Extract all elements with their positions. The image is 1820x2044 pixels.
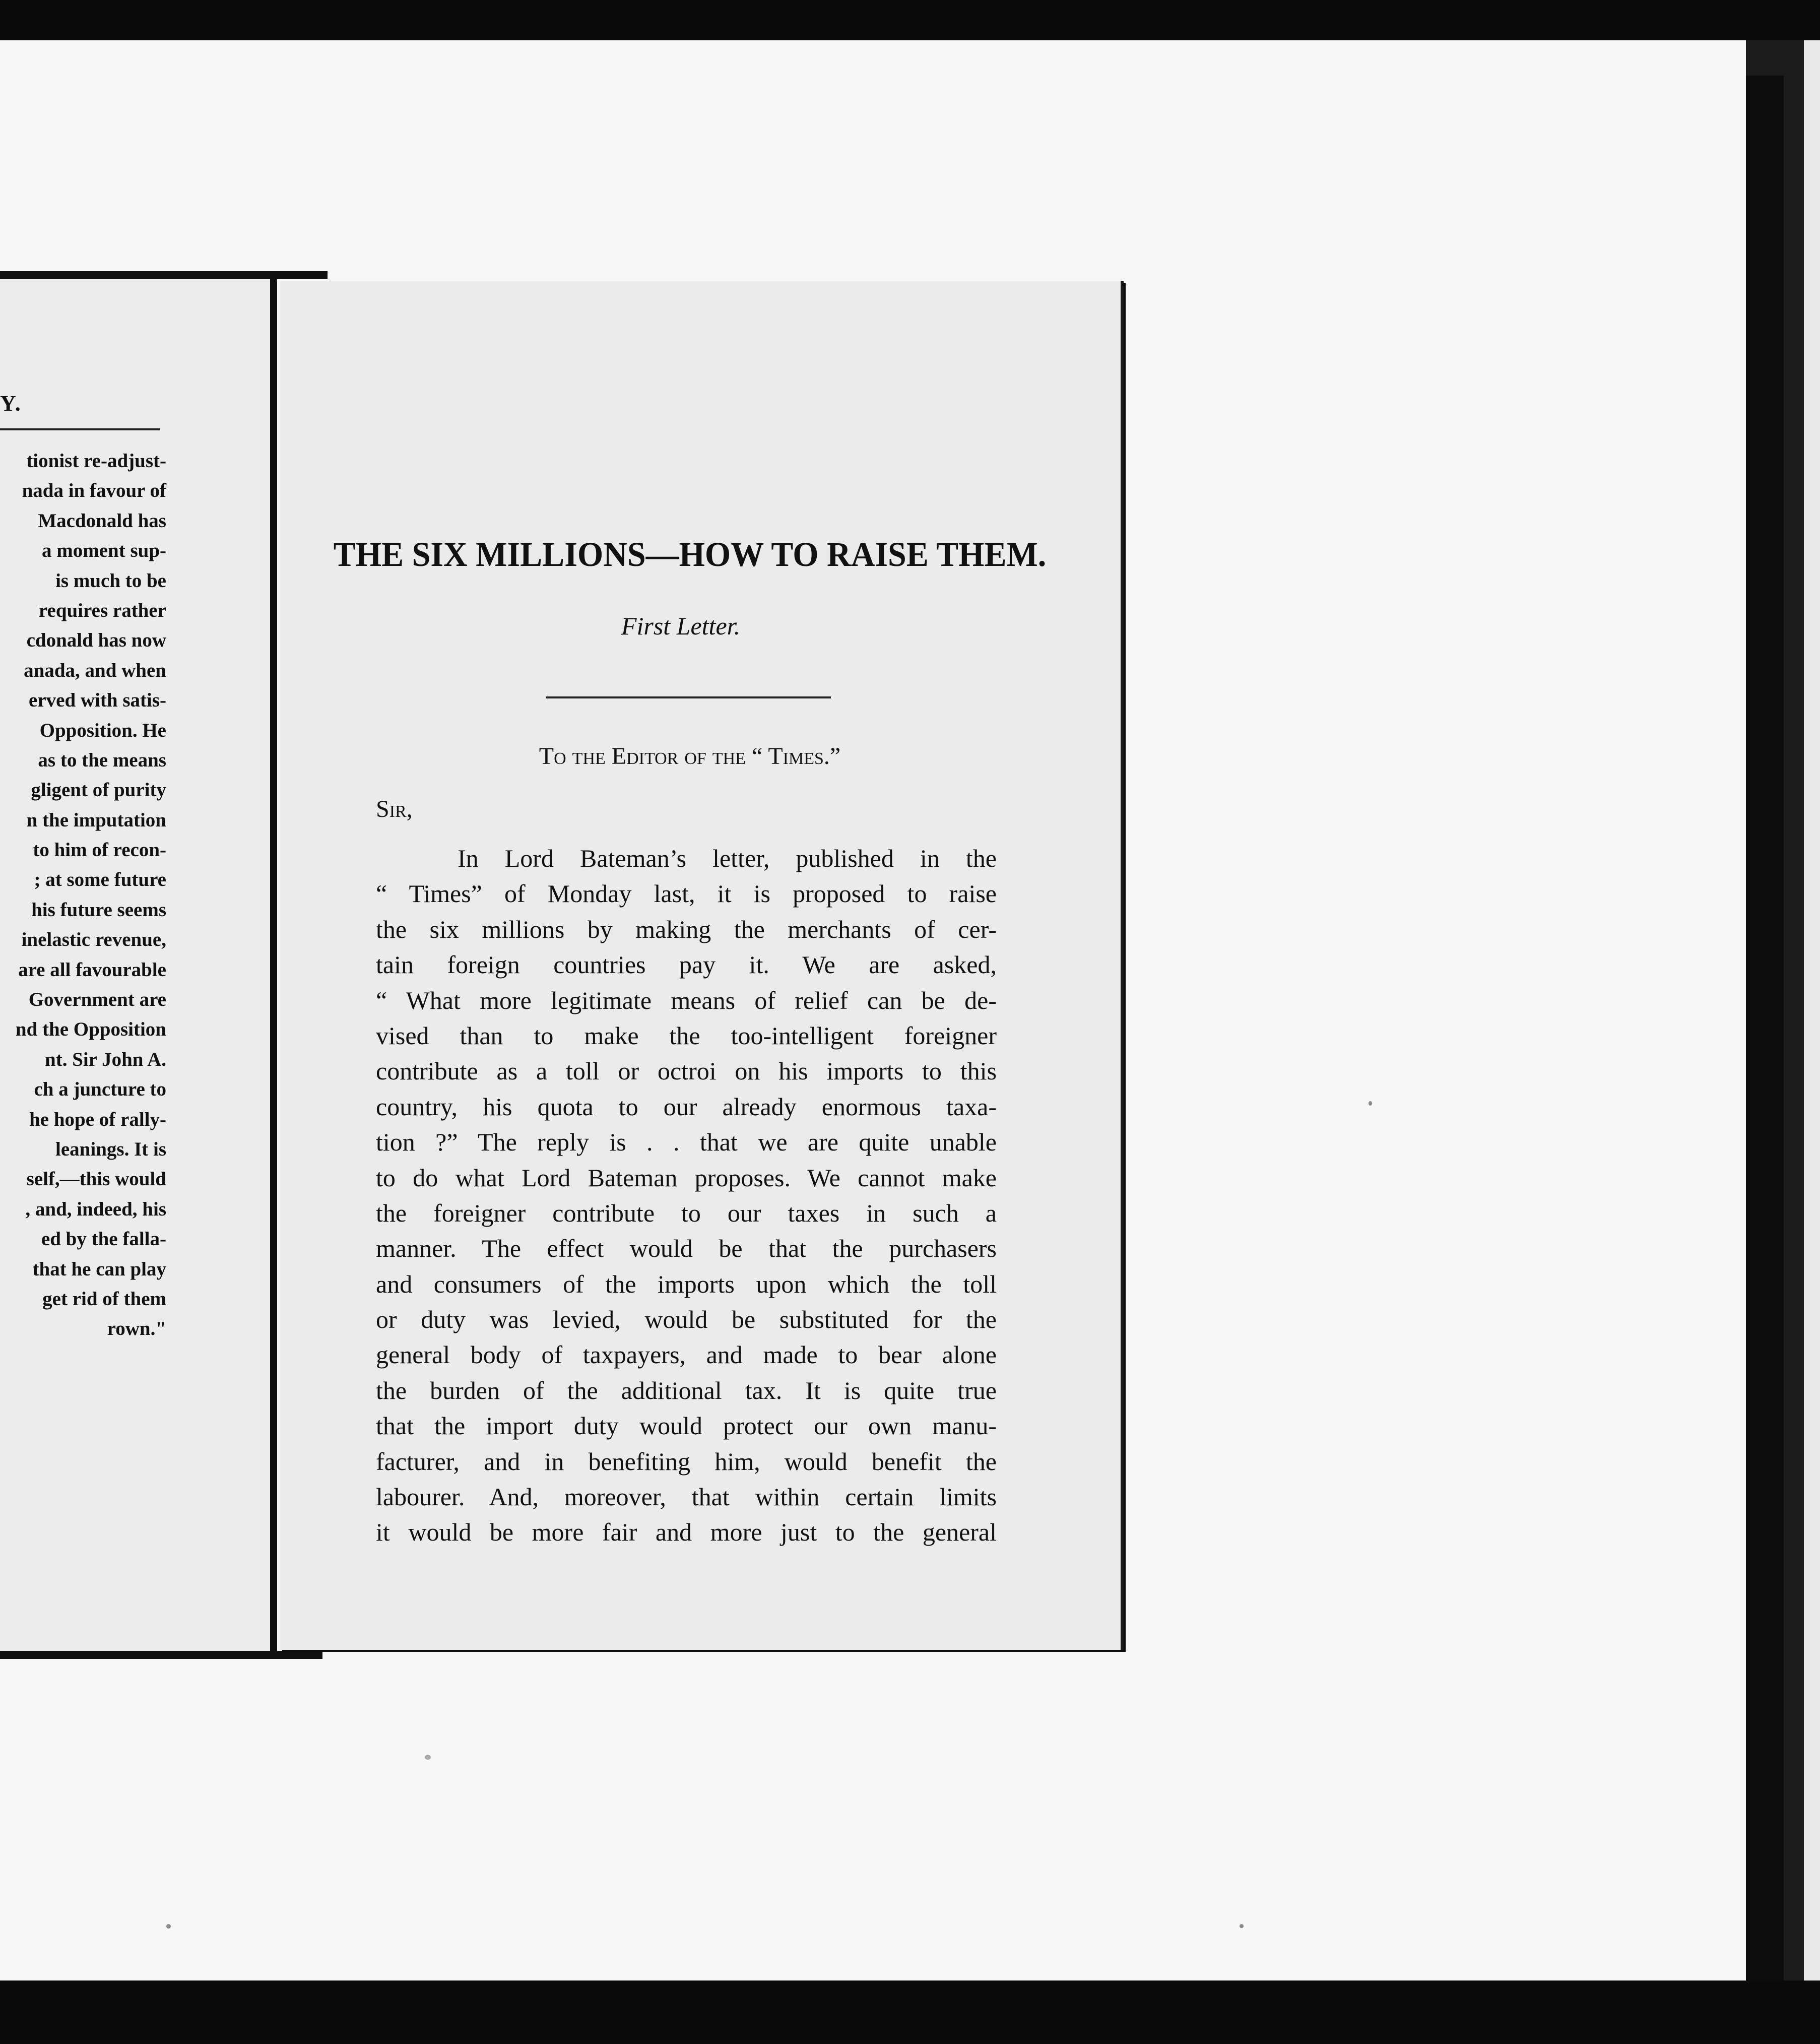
letter-body: [376, 841, 997, 1550]
previous-page-line: ch a juncture to: [34, 1078, 166, 1101]
body-line: contribute as a toll or octroi on his imports to this: [376, 1057, 997, 1085]
previous-page-line: self,—this would: [26, 1168, 166, 1190]
previous-page-line: as to the means: [38, 749, 166, 771]
binding-spine: [270, 276, 277, 1656]
body-line: “ What more legitimate means of relief can be de-: [376, 986, 997, 1014]
film-speck: [1240, 1924, 1244, 1928]
previous-page-line: rown.": [107, 1318, 166, 1340]
body-line: tion ?” The reply is . . that we are quite unable: [376, 1128, 997, 1157]
letter-address: [270, 742, 1110, 770]
previous-page-line: that he can play: [32, 1258, 166, 1280]
body-line: general body of taxpayers, and made to bear alone: [376, 1340, 997, 1369]
body-line: vised than to make the too-intelligent foreigner: [376, 1021, 997, 1050]
body-line: to do what Lord Bateman proposes. We cannot make: [376, 1163, 997, 1192]
document-page: [280, 281, 1124, 1650]
previous-page-line: Macdonald has: [38, 509, 166, 532]
film-speck: [166, 1924, 171, 1929]
previous-page-line: nada in favour of: [22, 480, 166, 502]
previous-page-line: n the imputation: [26, 809, 166, 831]
film-margin-right: [1804, 40, 1820, 1981]
body-line: labourer. And, moreover, that within certain limits: [376, 1483, 997, 1511]
letter-subtitle: First Letter.: [621, 612, 741, 640]
previous-page-line: to him of recon-: [33, 839, 166, 861]
previous-page-heading: Y.: [0, 391, 22, 416]
body-line: it would be more fair and more just to the general: [376, 1518, 997, 1547]
page-title: THE SIX MILLIONS—HOW TO RAISE THEM.: [333, 535, 1047, 574]
body-line: or duty was levied, would be substituted for the: [376, 1305, 997, 1334]
previous-page-line: requires rather: [38, 599, 166, 621]
body-line: and consumers of the imports upon which the toll: [376, 1269, 997, 1298]
body-line: manner. The effect would be that the purchasers: [376, 1234, 997, 1263]
previous-page-line: Government are: [28, 989, 166, 1011]
previous-page-line: cdonald has now: [26, 629, 166, 652]
body-line: the foreigner contribute to our taxes in such a: [376, 1198, 997, 1227]
body-line: country, his quota to our already enormous taxa-: [376, 1092, 997, 1121]
previous-page-line: erved with satis-: [29, 689, 166, 712]
previous-page-line: his future seems: [31, 899, 166, 921]
previous-page-line: ; at some future: [34, 869, 166, 891]
previous-page-line: leanings. It is: [55, 1138, 166, 1160]
previous-page-line: are all favourable: [18, 959, 166, 981]
section-rule: [546, 696, 831, 698]
body-line: “ Times” of Monday last, it is proposed to raise: [376, 879, 997, 908]
previous-page-fragment: [0, 275, 275, 1655]
binding-top: [0, 271, 328, 279]
film-border-top: [0, 0, 1820, 40]
previous-page-text: [0, 446, 166, 1344]
previous-page-line: get rid of them: [42, 1288, 166, 1310]
letter-salutation: Sir,: [376, 796, 413, 822]
previous-page-line: he hope of rally-: [29, 1108, 166, 1130]
previous-page-line: anada, and when: [24, 659, 166, 681]
film-speck: [425, 1755, 431, 1760]
previous-page-rule: [0, 428, 160, 430]
previous-page-line: inelastic revenue,: [21, 929, 166, 951]
film-border-bottom: [0, 1981, 1820, 2044]
letter-address-text: To the Editor of the “ Times.”: [539, 743, 841, 770]
body-line: the burden of the additional tax. It is quite true: [376, 1376, 997, 1404]
body-line: In Lord Bateman’s letter, published in the: [458, 844, 997, 872]
previous-page-line: , and, indeed, his: [25, 1198, 166, 1220]
body-line: facturer, and in benefiting him, would benefit the: [376, 1447, 997, 1476]
previous-page-line: nt. Sir John A.: [45, 1048, 166, 1070]
previous-page-line: is much to be: [55, 569, 166, 592]
film-speck: [1369, 1101, 1372, 1106]
previous-page-line: a moment sup-: [41, 540, 166, 562]
body-line: tain foreign countries pay it. We are asked,: [376, 950, 997, 979]
previous-page-line: nd the Opposition: [15, 1018, 166, 1041]
previous-page-line: ed by the falla-: [41, 1228, 166, 1250]
previous-page-line: tionist re-adjust-: [26, 450, 166, 472]
previous-page-line: gligent of purity: [31, 779, 166, 801]
body-line: that the import duty would protect our own manu-: [376, 1412, 997, 1440]
film-border-right: [1746, 76, 1784, 1981]
body-line: the six millions by making the merchants of cer-: [376, 915, 997, 943]
previous-page-line: Opposition. He: [39, 719, 166, 741]
